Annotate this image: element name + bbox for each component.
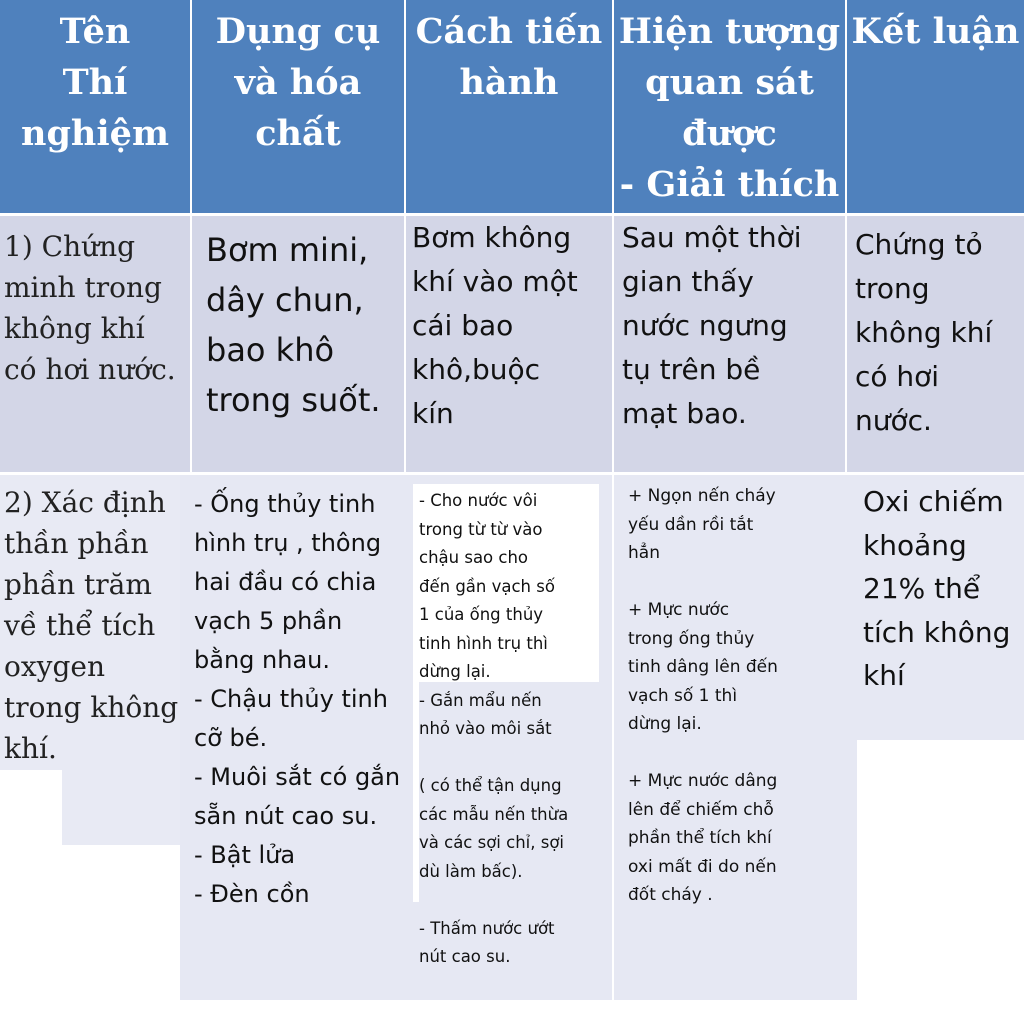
row2-method-line: chậu sao cho bbox=[419, 548, 529, 567]
row2-phenomenon-line: + Mực nước bbox=[628, 600, 730, 620]
row1-conclusion-line: nước. bbox=[855, 404, 932, 437]
row2-tools-line: - Đèn cồn bbox=[194, 880, 310, 908]
header-name-line: Tên bbox=[59, 11, 131, 52]
header-tools-line: và hóa bbox=[234, 62, 362, 103]
row2-phenomenon-line bbox=[628, 568, 853, 597]
row1-conclusion-line: trong bbox=[855, 272, 930, 305]
row1-phenomenon-line: Sau một thời bbox=[622, 221, 802, 254]
header-tools-line: Dụng cụ bbox=[215, 11, 381, 52]
header-conclusion-line: Kết luận bbox=[851, 11, 1020, 52]
row2-tools-line: - Bật lửa bbox=[194, 841, 296, 869]
row1-method-cell bbox=[406, 216, 612, 472]
row2-method-cell bbox=[419, 487, 612, 967]
row2-tools-line: - Ống thủy tinh bbox=[194, 490, 376, 518]
row1-conclusion-cell bbox=[847, 216, 1024, 472]
row2-conclusion-line: 21% thể bbox=[863, 572, 981, 605]
row1-conclusion-line: không khí bbox=[855, 316, 993, 349]
row2-phenomenon-cell bbox=[628, 482, 853, 922]
row2-name-line: 2) Xác định bbox=[4, 486, 166, 519]
row2-conclusion-line: Oxi chiếm bbox=[863, 485, 1004, 518]
row2-method-line: ( có thể tận dụng bbox=[419, 776, 562, 795]
row2-method-line: nhỏ vào môi sắt bbox=[419, 719, 552, 738]
header-phenomenon-line: được bbox=[682, 113, 777, 154]
row2-name-line: oxygen bbox=[4, 650, 105, 683]
header-name-line: Thí bbox=[62, 62, 128, 103]
row2-tools-cell bbox=[192, 485, 418, 925]
row1-tools-line: bao khô bbox=[206, 331, 335, 369]
row1-method-line: khí vào một bbox=[412, 265, 578, 298]
row1-name-line: không khí bbox=[4, 312, 145, 345]
row2-method-line: nút cao su. bbox=[419, 947, 511, 966]
row1-tools-line: dây chun, bbox=[206, 281, 364, 319]
row1-name-cell bbox=[0, 216, 190, 472]
row1-phenomenon-line: gian thấy bbox=[622, 265, 754, 298]
row2-conclusion-cell bbox=[863, 480, 1024, 710]
row2-shade-patch bbox=[62, 770, 190, 845]
row1-name-line: có hơi nước. bbox=[4, 353, 176, 386]
row2-tools-line: - Muôi sắt có gắn bbox=[194, 763, 401, 791]
row2-method-line: đến gần vạch số bbox=[419, 576, 555, 596]
row1-tools-line: trong suốt. bbox=[206, 381, 381, 419]
header-method-line: hành bbox=[459, 62, 559, 103]
row1-tools-cell bbox=[192, 216, 404, 472]
row2-method-line: 1 của ống thủy bbox=[419, 605, 544, 624]
row2-method-line: và các sợi chỉ, sợi bbox=[419, 833, 565, 852]
row2-tools-line: - Chậu thủy tinh bbox=[194, 685, 388, 713]
row2-method-line: tinh hình trụ thì bbox=[419, 633, 548, 653]
header-phenomenon-line: quan sát bbox=[645, 62, 814, 103]
row2-method-line bbox=[419, 744, 612, 773]
row2-phenomenon-line: tinh dâng lên đến bbox=[628, 657, 778, 677]
row2-method-line: dù làm bấc). bbox=[419, 861, 523, 881]
row2-phenomenon-line: oxi mất đi do nến bbox=[628, 856, 777, 877]
row2-tools-line: hình trụ , thông bbox=[194, 529, 382, 557]
header-tools-line: chất bbox=[255, 113, 341, 154]
header-cell-method bbox=[406, 0, 612, 213]
row2-phenomenon-line: + Mực nước dâng bbox=[628, 771, 778, 791]
row2-phenomenon-line: yếu dần rồi tắt bbox=[628, 514, 754, 535]
row1-method-line: Bơm không bbox=[412, 221, 572, 254]
row2-phenomenon-line: trong ống thủy bbox=[628, 628, 755, 649]
row1-name-line: 1) Chứng bbox=[4, 230, 136, 263]
row2-phenomenon-line: hẳn bbox=[628, 543, 660, 563]
row1-method-line: kín bbox=[412, 397, 454, 430]
row2-conclusion-line: khí bbox=[863, 659, 905, 692]
row2-tools-line: bằng nhau. bbox=[194, 646, 330, 674]
row2-method-line: các mẫu nến thừa bbox=[419, 804, 569, 824]
row2-conclusion-line: tích không bbox=[863, 615, 1011, 649]
row2-name-line: khí. bbox=[4, 732, 57, 765]
header-cell-conclusion bbox=[847, 0, 1024, 213]
header-phenomenon-line: Hiện tượng bbox=[618, 11, 841, 52]
row2-phenomenon-line: phần thể tích khí bbox=[628, 828, 772, 848]
row2-tools-line: cỡ bé. bbox=[194, 724, 268, 752]
header-cell-name bbox=[0, 0, 190, 213]
row2-name-line: trong không bbox=[4, 691, 179, 724]
header-cell-tools bbox=[192, 0, 404, 213]
row2-method-line: - Thấm nước ướt bbox=[419, 918, 555, 938]
row2-phenomenon-line bbox=[628, 739, 853, 768]
row1-conclusion-line: Chứng tỏ bbox=[855, 228, 983, 261]
row2-name-cell bbox=[0, 482, 190, 772]
row2-conclusion-line: khoảng bbox=[863, 528, 967, 562]
header-phenomenon-line: - Giải thích bbox=[619, 164, 840, 205]
header-cell-phenomenon bbox=[614, 0, 845, 213]
row2-phenomenon-line: vạch số 1 thì bbox=[628, 685, 738, 706]
row1-tools-line: Bơm mini, bbox=[206, 231, 369, 269]
header-name-line: nghiệm bbox=[21, 113, 169, 154]
row2-phenomenon-line: dừng lại. bbox=[628, 714, 702, 734]
row1-name-line: minh trong bbox=[4, 271, 162, 304]
row1-phenomenon-line: nước ngưng bbox=[622, 309, 788, 342]
row1-method-line: cái bao bbox=[412, 309, 514, 342]
row1-phenomenon-line: tụ trên bề bbox=[622, 353, 761, 386]
row2-name-line: phần trăm bbox=[4, 568, 152, 601]
row1-phenomenon-cell bbox=[614, 216, 845, 472]
row2-name-line: về thể tích bbox=[4, 609, 156, 642]
row2-phenomenon-line: lên để chiếm chỗ bbox=[628, 799, 774, 820]
row2-method-line: dừng lại. bbox=[419, 662, 491, 681]
row2-tools-line: hai đầu có chia bbox=[194, 568, 377, 596]
row2-method-line: - Gắn mẩu nến bbox=[419, 690, 542, 710]
row2-phenomenon-line: đốt cháy . bbox=[628, 885, 713, 905]
row2-tools-line: sẵn nút cao su. bbox=[194, 802, 378, 830]
row2-tools-line: vạch 5 phần bbox=[194, 607, 343, 635]
row2-phenomenon-line: + Ngọn nến cháy bbox=[628, 486, 776, 506]
row2-method-line bbox=[419, 886, 612, 915]
row2-method-line: - Cho nước vôi bbox=[419, 491, 538, 510]
row2-method-line: trong từ từ vào bbox=[419, 519, 543, 539]
row1-phenomenon-line: mạt bao. bbox=[622, 397, 747, 430]
header-method-line: Cách tiến bbox=[415, 11, 603, 52]
row1-conclusion-line: có hơi bbox=[855, 360, 940, 393]
row1-method-line: khô,buộc bbox=[412, 353, 541, 386]
row2-name-line: thần phần bbox=[4, 527, 149, 560]
